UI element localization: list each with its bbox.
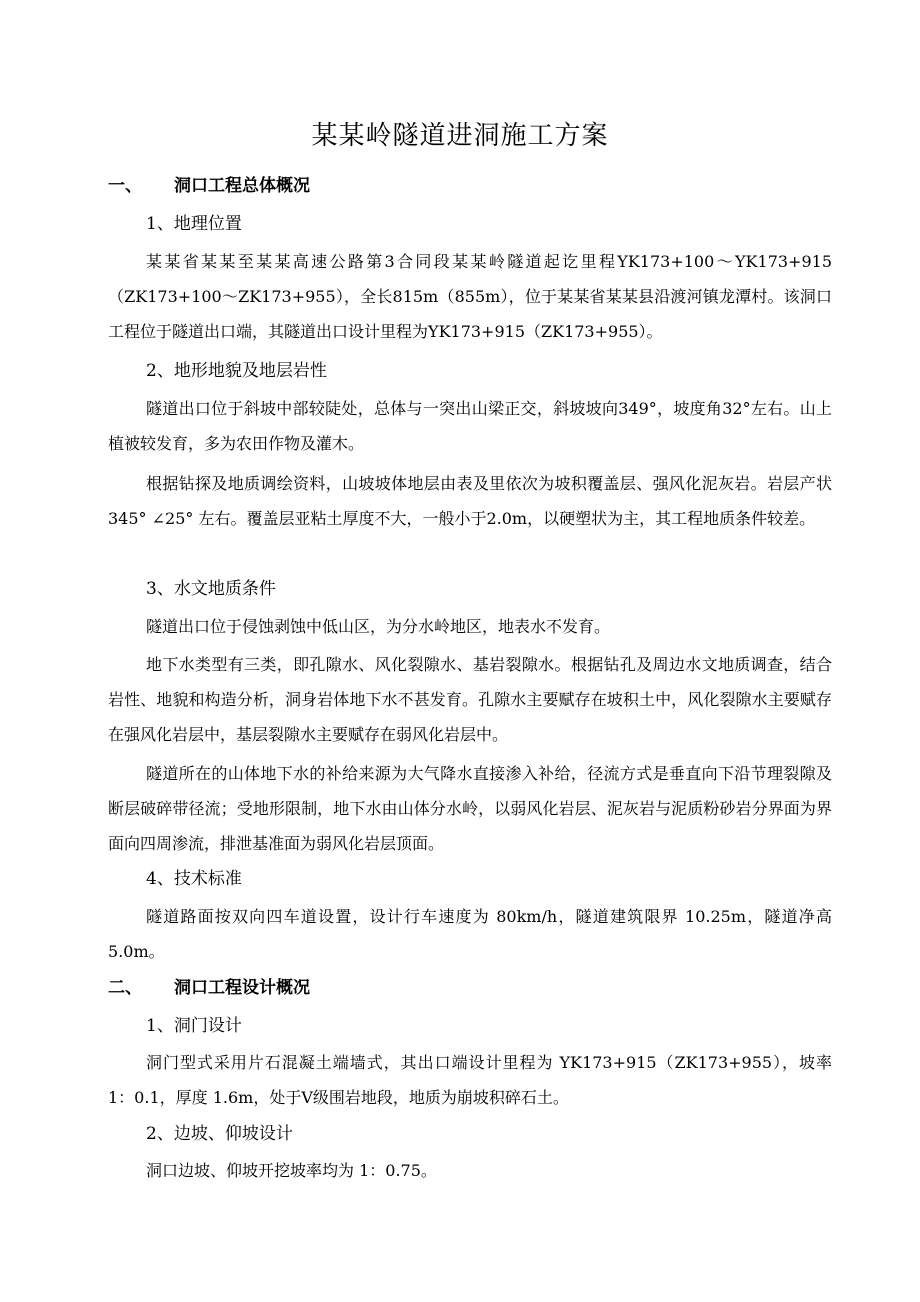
subsection-1-4-title: 4、技术标准 bbox=[146, 869, 242, 889]
paragraph-portal-design: 洞门型式采用片石混凝土端墙式，其出口端设计里程为 YK173+915（ZK173+955），坡率 1：0.1，厚度 1.6m，处于Ⅴ级围岩地段，地质为崩坡积碎石土。 bbox=[108, 1053, 832, 1107]
paragraph-technical-standard: 隧道路面按双向四车道设置，设计行车速度为 80km/h，隧道建筑限界 10.25m，隧道净高 5.0m。 bbox=[108, 907, 832, 961]
paragraph-slope-design: 洞口边坡、仰坡开挖坡率均为 1：0.75。 bbox=[146, 1161, 437, 1180]
section-1-title: 洞口工程总体概况 bbox=[174, 176, 310, 196]
section-2-heading bbox=[108, 976, 310, 1000]
subsection-1-3-title: 3、水文地质条件 bbox=[146, 579, 276, 599]
subsection-2-2-title: 2、边坡、仰坡设计 bbox=[146, 1124, 293, 1144]
section-1-number: 一、 bbox=[108, 176, 142, 196]
section-2-title: 洞口工程设计概况 bbox=[174, 978, 310, 998]
paragraph-surface-water: 隧道出口位于侵蚀剥蚀中低山区，为分水岭地区，地表水不发育。 bbox=[146, 617, 611, 636]
paragraph-groundwater-flow: 隧道所在的山体地下水的补给来源为大气降水直接渗入补给，径流方式是垂直向下沿节理裂隙及断层破碎带径流；受地形限制，地下水由山体分水岭，以弱风化岩层、泥灰岩与泥质粉砂岩分界面为界面向四周渗流，排泄基准面为弱风化岩层顶面。 bbox=[108, 764, 832, 853]
paragraph-groundwater-types: 地下水类型有三类，即孔隙水、风化裂隙水、基岩裂隙水。根据钻孔及周边水文地质调查，结合岩性、地貌和构造分析，洞身岩体地下水不甚发育。孔隙水主要赋存在坡积土中，风化裂隙水主要赋存在强风化岩层中，基层裂隙水主要赋存在弱风化岩层中。 bbox=[108, 655, 832, 744]
page-title: 某某岭隧道进洞施工方案 bbox=[311, 121, 609, 151]
paragraph-geology: 根据钻探及地质调绘资料，山坡坡体地层由表及里依次为坡积覆盖层、强风化泥灰岩。岩层产状345° ∠25° 左右。覆盖层亚粘土厚度不大，一般小于2.0m，以硬塑状为主，其工程地质条件较差。 bbox=[108, 474, 832, 528]
subsection-2-1-title: 1、洞门设计 bbox=[146, 1016, 242, 1036]
subsection-1-2-title: 2、地形地貌及地层岩性 bbox=[146, 361, 327, 381]
subsection-1-1-title: 1、地理位置 bbox=[146, 214, 242, 234]
section-2-number: 二、 bbox=[108, 978, 142, 998]
section-1-heading bbox=[108, 174, 310, 198]
paragraph-terrain: 隧道出口位于斜坡中部较陡处，总体与一突出山梁正交，斜坡坡向349°，坡度角32°左右。山上植被较发育，多为农田作物及灌木。 bbox=[108, 399, 832, 453]
paragraph-location: 某某省某某至某某高速公路第3合同段某某岭隧道起讫里程YK173+100～YK173+915（ZK173+100～ZK173+955），全长815m（855m），位于某某省某某县沿渡河镇龙潭村。该洞口工程位于隧道出口端，其隧道出口设计里程为YK173+915（ZK173+955）。 bbox=[108, 252, 832, 341]
